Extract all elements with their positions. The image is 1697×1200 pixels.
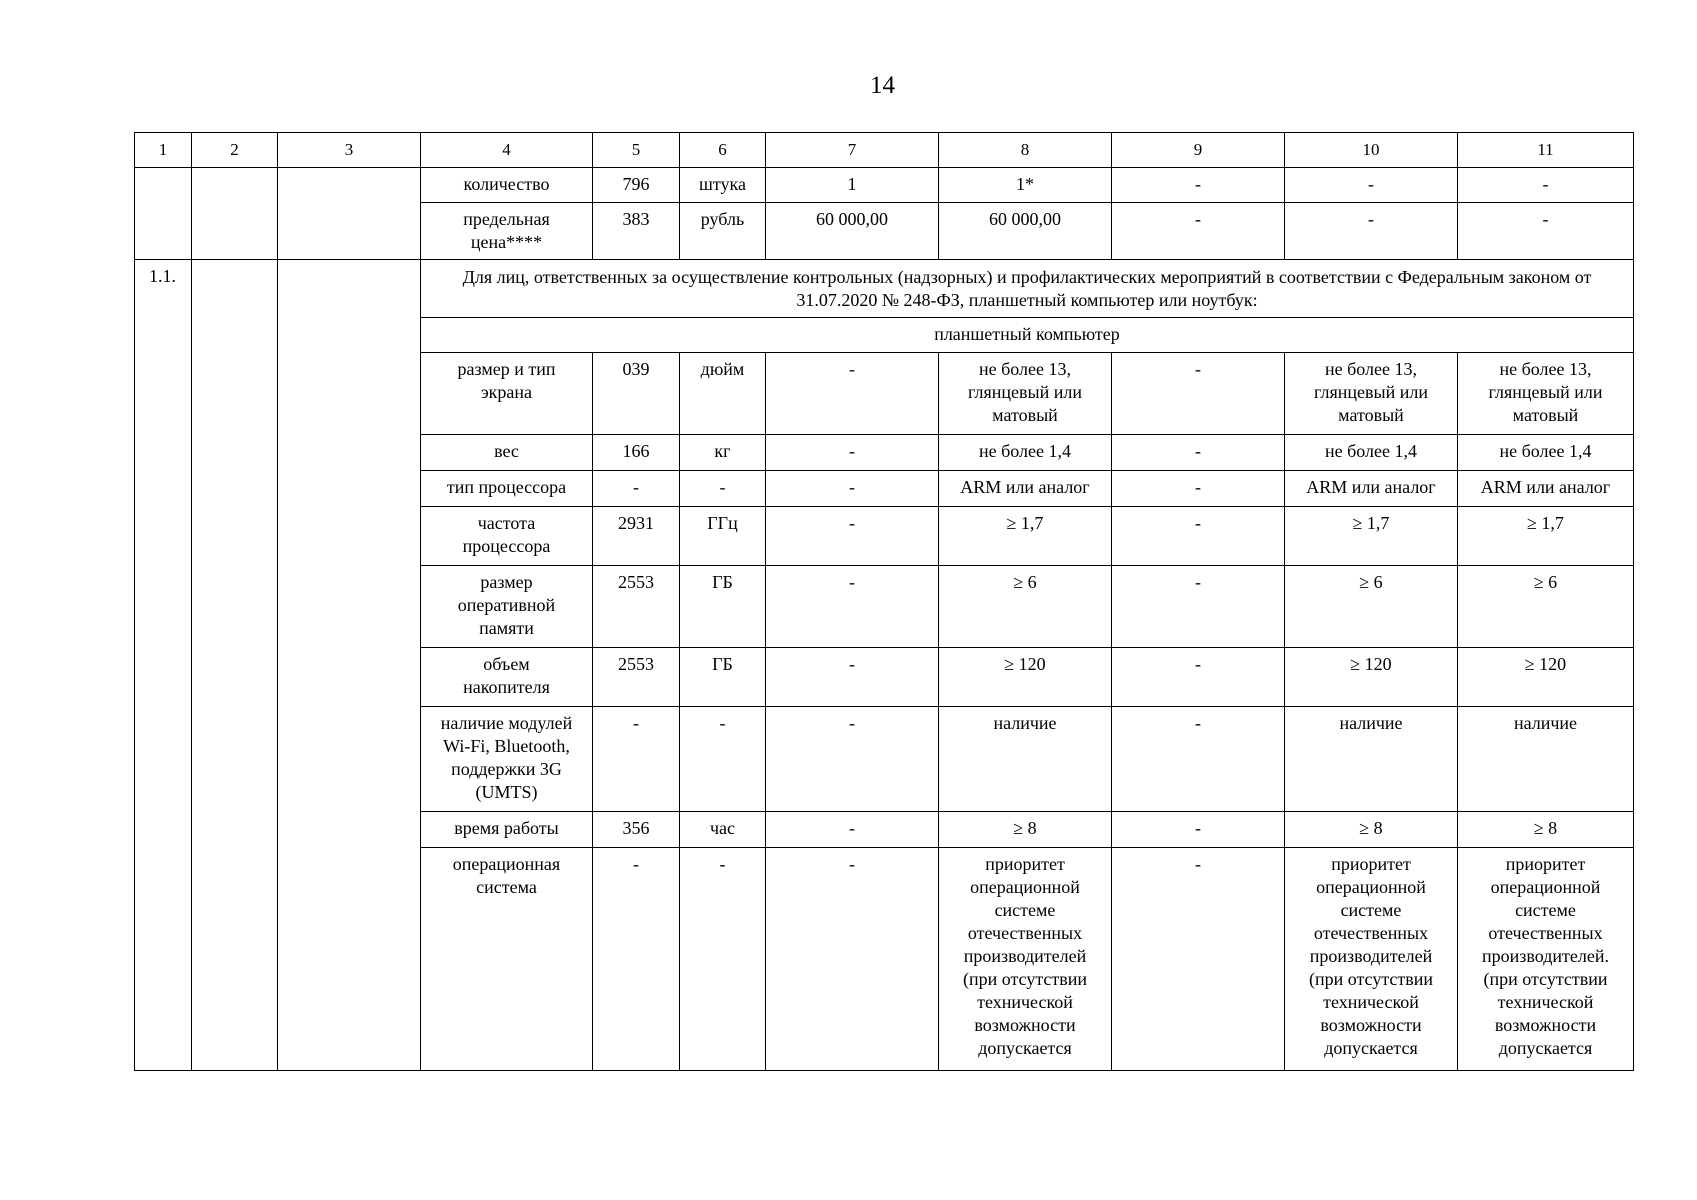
characteristic-name: тип процессора	[421, 471, 593, 507]
column-number-header: 2	[192, 133, 278, 168]
value-cell: -	[1112, 203, 1285, 260]
value-cell: не более 13, глянцевый или матовый	[939, 353, 1112, 435]
unit-name: ГГц	[680, 507, 766, 566]
okei-code: 356	[593, 812, 680, 848]
okei-code: 039	[593, 353, 680, 435]
column-number-header: 4	[421, 133, 593, 168]
okei-code: 796	[593, 168, 680, 203]
value-cell: 1*	[939, 168, 1112, 203]
value-cell: -	[766, 507, 939, 566]
value-cell: не более 1,4	[939, 435, 1112, 471]
value-cell: ≥ 8	[939, 812, 1112, 848]
okei-code: 2553	[593, 566, 680, 648]
value-cell: -	[1458, 168, 1634, 203]
characteristic-name: наличие модулей Wi-Fi, Bluetooth, поддержки 3G (UMTS)	[421, 707, 593, 812]
unit-name: -	[680, 707, 766, 812]
unit-name: ГБ	[680, 648, 766, 707]
value-cell: ≥ 6	[1458, 566, 1634, 648]
value-cell: -	[766, 648, 939, 707]
empty-cell	[278, 168, 421, 260]
column-number-header: 9	[1112, 133, 1285, 168]
characteristic-name: время работы	[421, 812, 593, 848]
value-cell: -	[1112, 435, 1285, 471]
value-cell: ≥ 1,7	[1458, 507, 1634, 566]
empty-cell	[278, 260, 421, 1071]
value-cell: не более 1,4	[1285, 435, 1458, 471]
unit-name: -	[680, 471, 766, 507]
characteristic-name: количество	[421, 168, 593, 203]
value-cell: -	[1112, 566, 1285, 648]
value-cell: ≥ 1,7	[939, 507, 1112, 566]
page-number: 14	[870, 72, 895, 99]
value-cell: -	[766, 812, 939, 848]
unit-name: штука	[680, 168, 766, 203]
section-subheading: планшетный компьютер	[421, 318, 1634, 353]
value-cell: ≥ 6	[939, 566, 1112, 648]
value-cell: наличие	[939, 707, 1112, 812]
column-number-header: 10	[1285, 133, 1458, 168]
value-cell: -	[1112, 168, 1285, 203]
section-row	[135, 260, 1634, 318]
unit-name: дюйм	[680, 353, 766, 435]
okei-code: -	[593, 848, 680, 1071]
value-cell: ≥ 120	[1458, 648, 1634, 707]
value-cell: -	[766, 848, 939, 1071]
empty-cell	[192, 168, 278, 260]
value-cell: -	[766, 707, 939, 812]
value-cell: ≥ 120	[1285, 648, 1458, 707]
value-cell: приоритет операционной системе отечественных производителей (при отсутствии технической возможности допускается	[939, 848, 1112, 1071]
value-cell: ARM или аналог	[1285, 471, 1458, 507]
section-description: Для лиц, ответственных за осуществление контрольных (надзорных) и профилактических мероприятий в соответствии с Федеральным законом от 31.07.2020 № 248-ФЗ, планшетный компьютер или ноутбук:	[421, 260, 1634, 318]
value-cell: -	[1112, 353, 1285, 435]
value-cell: наличие	[1285, 707, 1458, 812]
value-cell: -	[1112, 507, 1285, 566]
characteristic-name: операционная система	[421, 848, 593, 1071]
empty-cell	[135, 168, 192, 260]
value-cell: -	[766, 435, 939, 471]
okei-code: 2931	[593, 507, 680, 566]
value-cell: -	[766, 566, 939, 648]
value-cell: -	[1112, 707, 1285, 812]
table-row	[135, 168, 1634, 203]
value-cell: приоритет операционной системе отечественных производителей. (при отсутствии технической возможности допускается	[1458, 848, 1634, 1071]
value-cell: не более 13, глянцевый или матовый	[1285, 353, 1458, 435]
section-number: 1.1.	[135, 260, 192, 1071]
unit-name: рубль	[680, 203, 766, 260]
value-cell: 60 000,00	[766, 203, 939, 260]
column-number-header: 6	[680, 133, 766, 168]
okei-code: -	[593, 471, 680, 507]
column-number-header: 1	[135, 133, 192, 168]
value-cell: наличие	[1458, 707, 1634, 812]
value-cell: ARM или аналог	[939, 471, 1112, 507]
value-cell: -	[1285, 203, 1458, 260]
value-cell: -	[1285, 168, 1458, 203]
value-cell: -	[766, 353, 939, 435]
value-cell: ≥ 120	[939, 648, 1112, 707]
characteristic-name: размер и тип экрана	[421, 353, 593, 435]
value-cell: -	[766, 471, 939, 507]
column-number-row	[135, 133, 1634, 168]
value-cell: 60 000,00	[939, 203, 1112, 260]
requirements-table	[134, 132, 1634, 1071]
value-cell: 1	[766, 168, 939, 203]
unit-name: час	[680, 812, 766, 848]
characteristic-name: объем накопителя	[421, 648, 593, 707]
unit-name: ГБ	[680, 566, 766, 648]
unit-name: -	[680, 848, 766, 1071]
column-number-header: 7	[766, 133, 939, 168]
value-cell: ≥ 1,7	[1285, 507, 1458, 566]
characteristic-name: размер оперативной памяти	[421, 566, 593, 648]
characteristic-name: частота процессора	[421, 507, 593, 566]
unit-name: кг	[680, 435, 766, 471]
column-number-header: 3	[278, 133, 421, 168]
empty-cell	[192, 260, 278, 1071]
characteristic-name: вес	[421, 435, 593, 471]
value-cell: -	[1458, 203, 1634, 260]
value-cell: -	[1112, 648, 1285, 707]
value-cell: -	[1112, 471, 1285, 507]
value-cell: не более 1,4	[1458, 435, 1634, 471]
column-number-header: 11	[1458, 133, 1634, 168]
column-number-header: 8	[939, 133, 1112, 168]
okei-code: 166	[593, 435, 680, 471]
column-number-header: 5	[593, 133, 680, 168]
value-cell: -	[1112, 812, 1285, 848]
characteristic-name: предельная цена****	[421, 203, 593, 260]
okei-code: -	[593, 707, 680, 812]
value-cell: ≥ 6	[1285, 566, 1458, 648]
value-cell: приоритет операционной системе отечественных производителей (при отсутствии технической возможности допускается	[1285, 848, 1458, 1071]
value-cell: -	[1112, 848, 1285, 1071]
okei-code: 383	[593, 203, 680, 260]
value-cell: ≥ 8	[1285, 812, 1458, 848]
okei-code: 2553	[593, 648, 680, 707]
value-cell: ≥ 8	[1458, 812, 1634, 848]
value-cell: не более 13, глянцевый или матовый	[1458, 353, 1634, 435]
value-cell: ARM или аналог	[1458, 471, 1634, 507]
